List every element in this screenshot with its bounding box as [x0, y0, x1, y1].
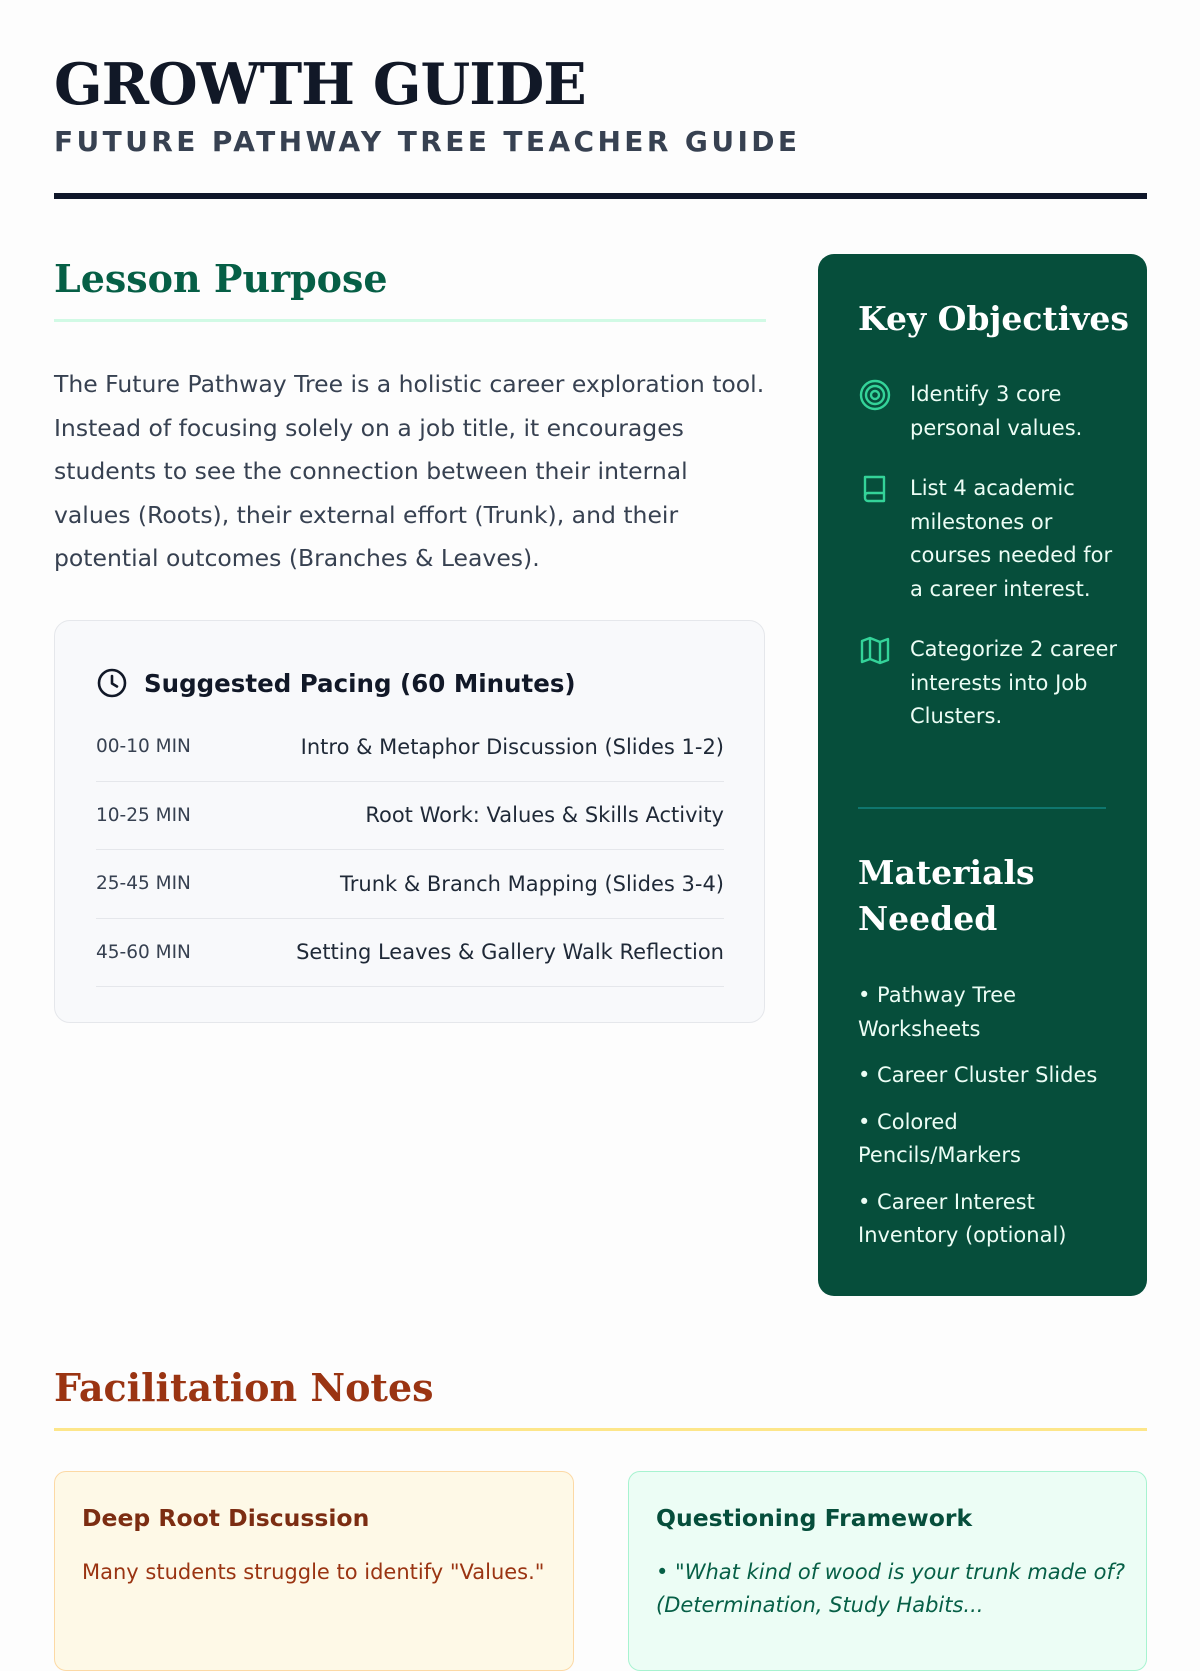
objective-item	[858, 472, 1118, 606]
target-icon	[858, 378, 892, 412]
pacing-time: 25-45 MIN	[96, 873, 191, 895]
deep-root-card	[54, 1471, 574, 1671]
objective-text: Identify 3 core personal values.	[910, 382, 1083, 440]
card-body: • "What kind of wood is your trunk made of? (Determination, Study Habits...	[656, 1560, 1125, 1617]
objectives-sidebar	[818, 254, 1147, 1296]
book-icon	[858, 472, 892, 506]
key-objectives-heading: Key Objectives	[858, 299, 1129, 338]
pacing-time: 45-60 MIN	[96, 941, 191, 963]
materials-heading: Materials Needed	[858, 853, 1035, 938]
lesson-purpose-text: The Future Pathway Tree is a holistic career exploration tool. Instead of focusing solely on a job title, it encourages students to see the connection between their internal values (Roots), their external effort (Trunk), and their potential outcomes (Branches & Leaves).	[54, 370, 765, 572]
pacing-activity: Trunk & Branch Mapping (Slides 3-4)	[340, 871, 724, 896]
card-body: Many students struggle to identify "Values."	[82, 1560, 545, 1584]
material-item: • Pathway Tree Worksheets	[858, 983, 1017, 1041]
questioning-card	[628, 1471, 1147, 1671]
facilitation-heading: Facilitation Notes	[54, 1365, 434, 1410]
objectives-list	[858, 378, 1118, 761]
doc-subtitle: FUTURE PATHWAY TREE TEACHER GUIDE	[54, 125, 801, 158]
card-title: Deep Root Discussion	[82, 1504, 370, 1532]
pacing-row	[96, 782, 724, 851]
lesson-divider	[54, 319, 766, 322]
materials-list	[858, 979, 1118, 1266]
card-title: Questioning Framework	[656, 1504, 973, 1532]
pacing-row	[96, 850, 724, 919]
material-item: • Career Cluster Slides	[858, 1063, 1098, 1087]
facilitation-divider	[54, 1428, 1147, 1431]
doc-title: GROWTH GUIDE	[54, 51, 586, 118]
objective-text: List 4 academic milestones or courses needed for a career interest.	[910, 476, 1113, 601]
map-icon	[858, 633, 892, 667]
clock-icon	[96, 667, 128, 699]
objective-item	[858, 378, 1118, 445]
pacing-activity: Root Work: Values & Skills Activity	[365, 803, 724, 828]
pacing-activity: Setting Leaves & Gallery Walk Reflection	[296, 940, 724, 965]
guide-page	[54, 0, 1147, 1617]
pacing-box	[54, 620, 765, 1023]
pacing-title: Suggested Pacing (60 Minutes)	[144, 668, 576, 698]
pacing-row	[96, 919, 724, 988]
objective-item	[858, 633, 1118, 734]
pacing-table	[96, 713, 724, 987]
objective-text: Categorize 2 career interests into Job Clusters.	[910, 637, 1118, 728]
header-divider	[54, 193, 1147, 199]
pacing-activity: Intro & Metaphor Discussion (Slides 1-2)	[300, 734, 724, 759]
material-item: • Colored Pencils/Markers	[858, 1109, 1021, 1167]
pacing-header	[96, 667, 576, 699]
pacing-time: 10-25 MIN	[96, 804, 191, 826]
material-item: • Career Interest Inventory (optional)	[858, 1189, 1067, 1247]
pacing-row	[96, 713, 724, 782]
sidebar-divider	[858, 807, 1106, 809]
lesson-purpose-heading: Lesson Purpose	[54, 256, 388, 301]
pacing-time: 00-10 MIN	[96, 736, 191, 758]
